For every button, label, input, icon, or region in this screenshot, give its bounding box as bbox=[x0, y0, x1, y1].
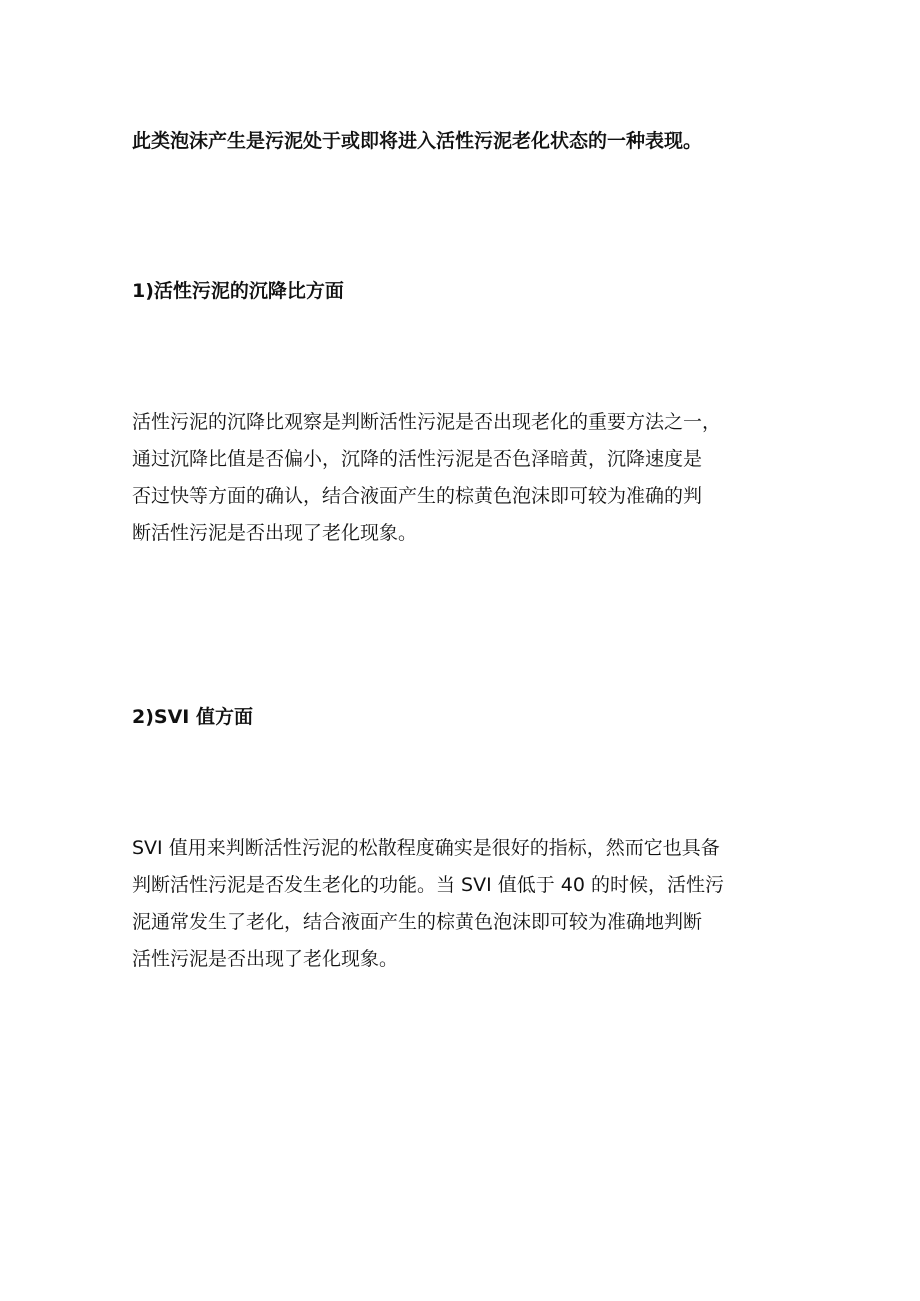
section-1-heading: 1)活性污泥的沉降比方面 bbox=[132, 280, 344, 302]
intro-sentence: 此类泡沫产生是污泥处于或即将进入活性污泥老化状态的一种表现。 bbox=[132, 130, 703, 152]
section-2-paragraph bbox=[132, 830, 800, 978]
paragraph-line: 泥通常发生了老化，结合液面产生的棕黄色泡沫即可较为准确地判断 bbox=[132, 911, 703, 933]
paragraph-line: 通过沉降比值是否偏小，沉降的活性污泥是否色泽暗黄，沉降速度是 bbox=[132, 448, 703, 470]
section-1-paragraph bbox=[132, 404, 800, 552]
section-2-heading: 2)SVI 值方面 bbox=[132, 706, 253, 728]
paragraph-line: 断活性污泥是否出现了老化现象。 bbox=[132, 522, 418, 544]
paragraph-line: 判断活性污泥是否发生老化的功能。当 SVI 值低于 40 的时候，活性污 bbox=[132, 874, 724, 896]
paragraph-line: SVI 值用来判断活性污泥的松散程度确实是很好的指标，然而它也具备 bbox=[132, 837, 720, 859]
paragraph-line: 活性污泥的沉降比观察是判断活性污泥是否出现老化的重要方法之一， bbox=[132, 411, 722, 433]
paragraph-line: 活性污泥是否出现了老化现象。 bbox=[132, 948, 399, 970]
paragraph-line: 否过快等方面的确认，结合液面产生的棕黄色泡沫即可较为准确的判 bbox=[132, 485, 703, 507]
